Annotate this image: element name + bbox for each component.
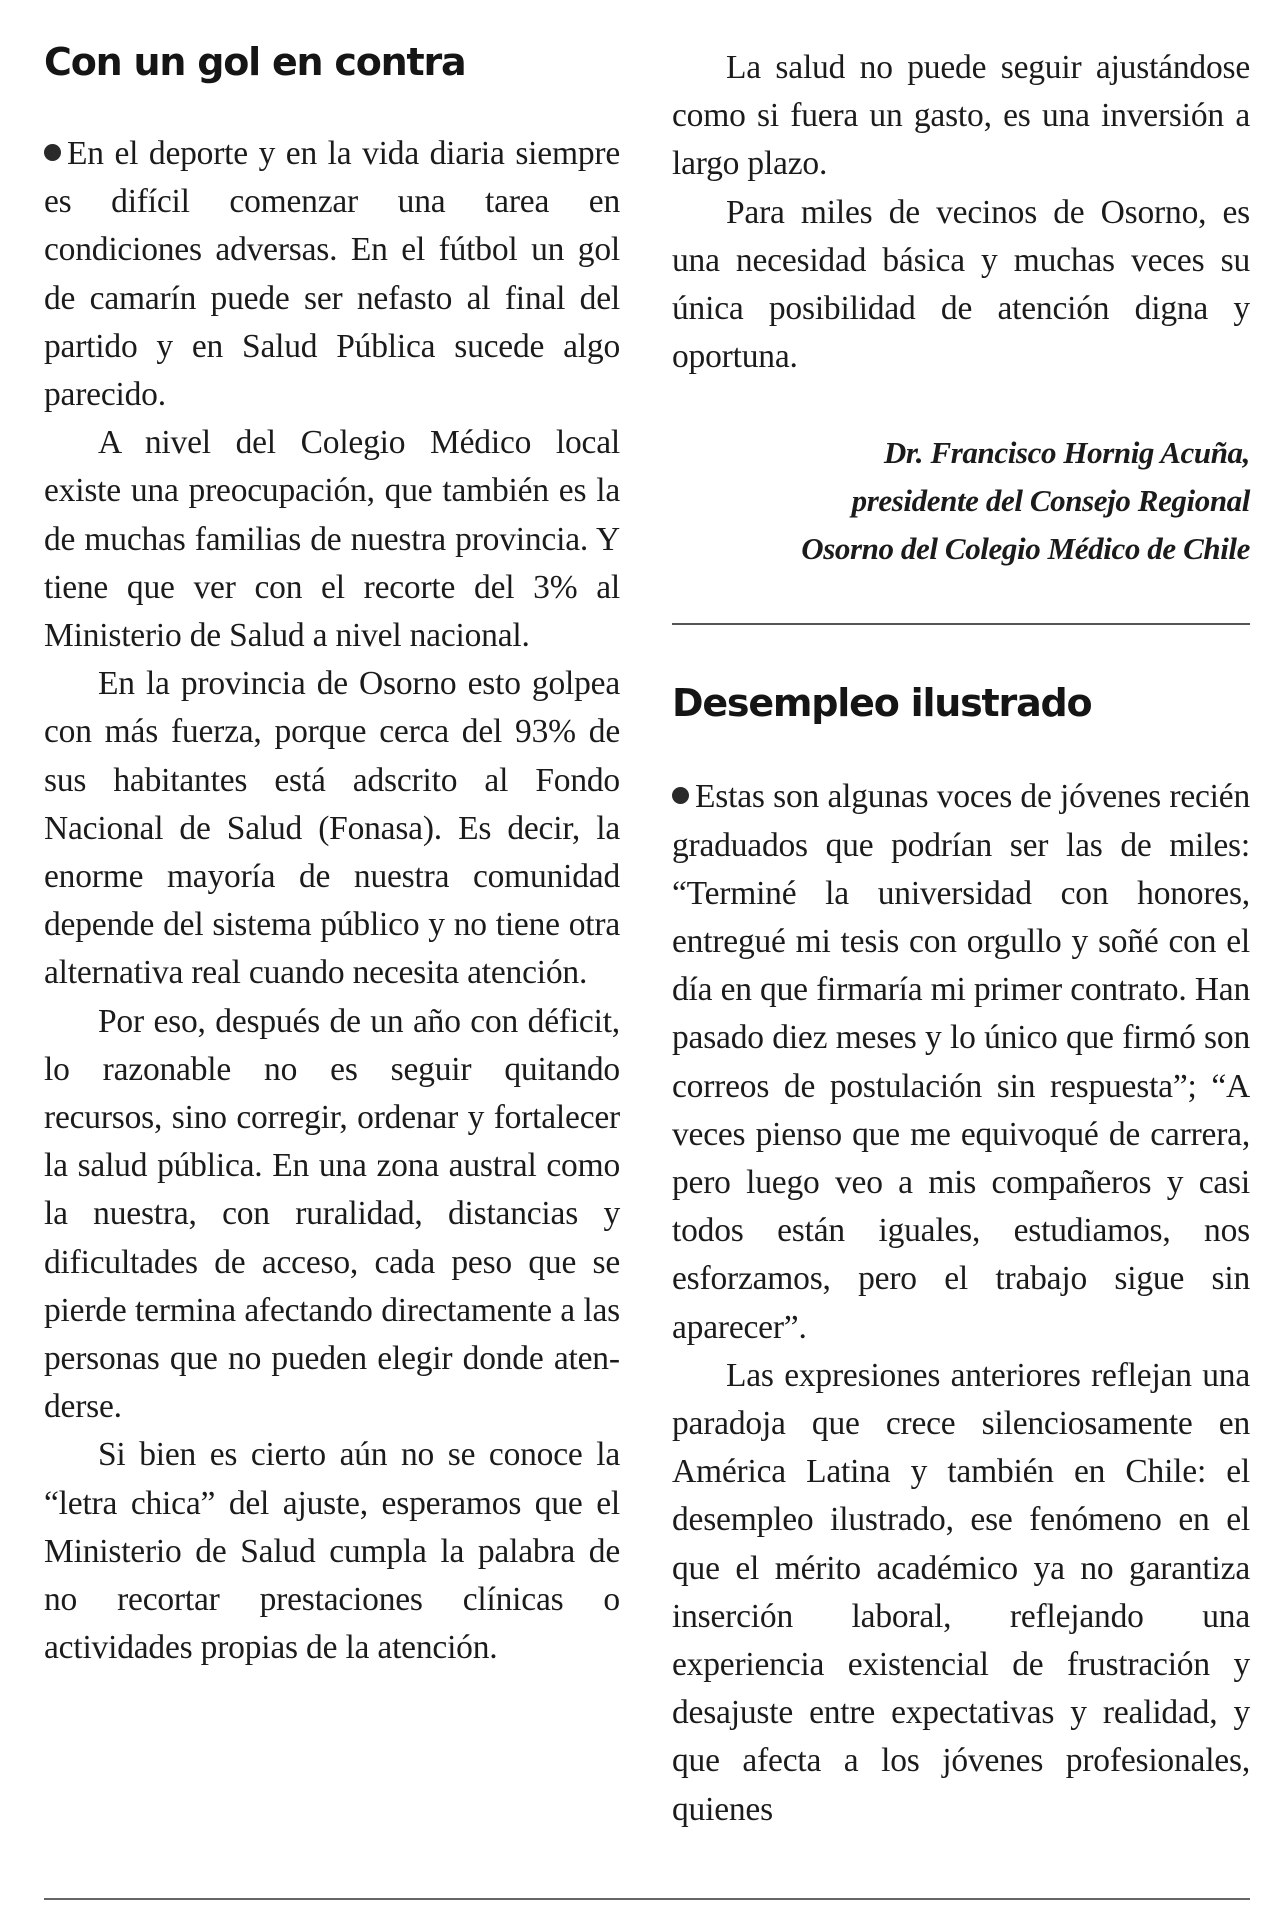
bullet-icon <box>44 144 61 161</box>
article-1-paragraph-1: En el deporte y en la vida diaria siempre es difícil comenzar una tarea en condiciones adversas. En el fútbol un gol de camarín puede ser nefasto al final del partido y en Salud Pública sucede algo parecido. <box>44 135 620 414</box>
article-1-paragraph-2: A nivel del Colegio Médico local existe una preocupación, que también es la de muchas familias de nuestra provincia. Y tiene que ver con el recorte del 3% al Ministerio de Salud a nivel nacional. <box>44 424 620 655</box>
right-column <box>672 0 1250 1834</box>
article-1-paragraph-3: En la provincia de Osorno esto golpea con más fuerza, porque cerca del 93% de sus habitantes está adscrito al Fondo Nacional de Salud (Fonasa). Es decir, la enorme mayoría de nuestra comunidad depende del sistema público y no tiene otra alternativa real cuando necesita atención. <box>44 665 620 992</box>
article-1-paragraph-5: Si bien es cierto aún no se conoce la “letra chica” del ajuste, esperamos que el Ministerio de Salud cumpla la palabra de no recortar prestaciones clínicas o actividades propias de la atención. <box>44 1436 620 1667</box>
author-signature <box>672 429 1250 573</box>
article-1-paragraph-4: Por eso, después de un año con déficit, lo razonable no es seguir quitando recursos, sino corregir, ordenar y fortalecer la salud pública. En una zona austral como la nuestra, con ruralidad, distancias y dificultades de acceso, cada peso que se pierde termina afectando directamente a las personas que no pueden elegir donde atenderse. <box>44 1002 620 1426</box>
article-1-paragraph-6: La salud no puede seguir ajustándose como si fuera un gasto, es una inversión a largo plazo. <box>672 49 1250 183</box>
left-column <box>44 0 620 1673</box>
article-2-paragraph-1: Estas son algunas voces de jóvenes recién graduados que podrían ser las de miles: “Terminé la universidad con honores, entregué mi tesis con orgullo y soñé con el día en que firmaría mi primer contrato. Han pasado diez meses y lo único que firmó son correos de postulación sin respuesta”; “A veces pienso que me equivoqué de carrera, pero luego veo a mis compañeros y casi todos están iguales, estudiamos, nos esforzamos, pero el trabajo sigue sin aparecer”. <box>672 778 1250 1346</box>
bullet-icon <box>672 787 689 804</box>
section-divider <box>672 623 1250 625</box>
page-bottom-divider <box>44 1898 1250 1900</box>
author-role-line-2: Osorno del Colegio Médico de Chile <box>801 531 1250 567</box>
article-2-paragraph-2: Las expresiones anteriores reflejan una paradoja que crece silenciosamente en América Latina y también en Chile: el desempleo ilustrado, ese fenómeno en el que el mérito académico ya no garantiza inserción laboral, reflejando una experiencia existencial de frustración y desajuste entre expectativas y realidad, y que afecta a los jóvenes profesionales, quienes <box>672 1356 1250 1828</box>
article-1-title: Con un gol en contra <box>44 40 466 84</box>
article-1-paragraph-7: Para miles de vecinos de Osorno, es una necesidad básica y muchas veces su única posibilidad de atención digna y oportuna. <box>672 193 1250 376</box>
author-role-line-1: presidente del Consejo Regional <box>851 483 1250 519</box>
article-2-title: Desempleo ilustrado <box>672 681 1092 726</box>
author-name: Dr. Francisco Hornig Acuña, <box>883 435 1250 471</box>
